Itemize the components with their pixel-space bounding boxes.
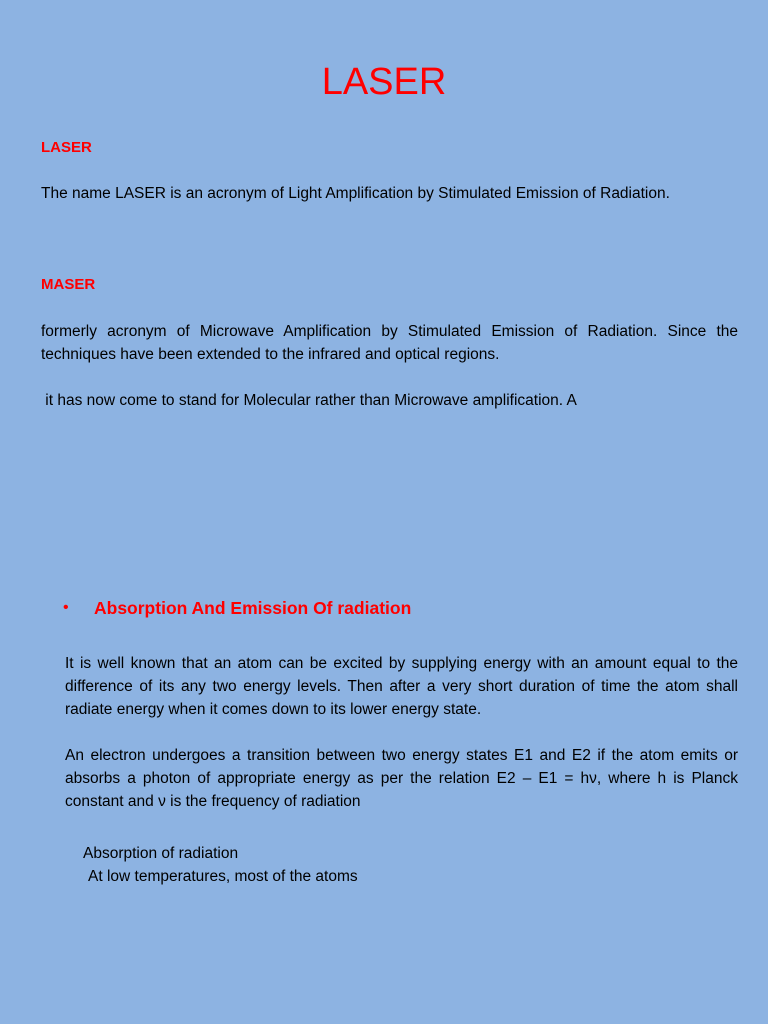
laser-definition: The name LASER is an acronym of Light Amplification by Stimulated Emission of Radiation. — [41, 185, 670, 202]
absorption-paragraph-1: It is well known that an atom can be excited by supplying energy with an amount equal to the difference of its any two energy levels. Then after a very short duration of time the atom shall radiate energy when it comes down to its lower energy state. — [65, 655, 738, 718]
absorption-heading: Absorption And Emission Of radiation — [94, 598, 412, 618]
absorption-bullet — [60, 596, 740, 620]
maser-heading: MASER — [41, 276, 96, 293]
bullet-icon: • — [63, 599, 69, 616]
maser-definition: formerly acronym of Microwave Amplification by Stimulated Emission of Radiation. Since the techniques have been extended to the infrared and optical regions. — [41, 323, 738, 363]
absorption-paragraph-2: An electron undergoes a transition between two energy states E1 and E2 if the atom emits or absorbs a photon of appropriate energy as per the relation E2 – E1 = hν, where h is Planck constant and ν is the frequency of radiation — [65, 747, 738, 810]
page-title: LASER — [321, 61, 447, 103]
absorption-subtext: At low temperatures, most of the atoms — [88, 868, 358, 885]
absorption-subheading: Absorption of radiation — [83, 845, 239, 862]
maser-note: it has now come to stand for Molecular rather than Microwave amplification. A — [41, 392, 577, 409]
laser-heading: LASER — [41, 139, 92, 156]
